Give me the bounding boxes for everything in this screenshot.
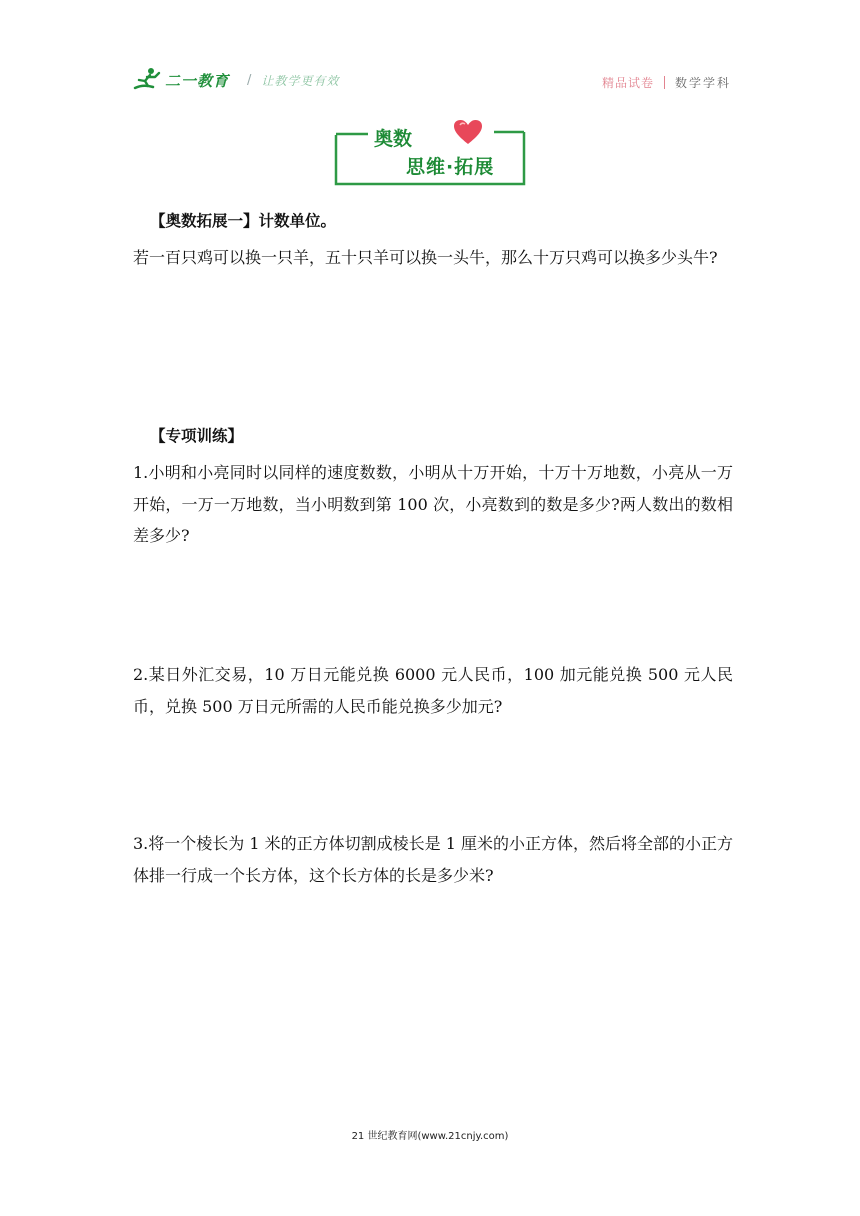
training-title: 【专项训练】 bbox=[150, 427, 244, 445]
tag-divider bbox=[664, 76, 665, 89]
quality-tag: 精品试卷 bbox=[601, 76, 654, 90]
runner-icon bbox=[133, 66, 163, 94]
slogan: 让教学更有效 bbox=[261, 73, 340, 88]
page-footer: 21 世纪教育网(www.21cnjy.com) bbox=[351, 1131, 509, 1142]
training-question-2: 2.某日外汇交易，10 万日元能兑换 6000 元人民币，100 加元能兑换 500 元人民币，兑换 500 万日元所需的人民币能兑换多少加元? bbox=[133, 665, 733, 716]
header-tags bbox=[602, 74, 731, 91]
logo-text: 二一教育 bbox=[165, 71, 230, 90]
page-header bbox=[133, 62, 731, 102]
extension-title: 【奥数拓展一】计数单位。 bbox=[150, 212, 337, 230]
training-question-3: 3.将一个棱长为 1 米的正方体切割成棱长是 1 厘米的小正方体，然后将全部的小正方体排一行成一个长方体，这个长方体的长是多少米? bbox=[133, 834, 733, 885]
extension-question: 若一百只鸡可以换一只羊，五十只羊可以换一头牛，那么十万只鸡可以换多少头牛? bbox=[133, 248, 718, 267]
olympiad-banner bbox=[334, 110, 526, 186]
banner-title-line1: 奥数 bbox=[374, 128, 413, 150]
subject-tag: 数学学科 bbox=[674, 76, 731, 90]
logo bbox=[133, 66, 339, 94]
heart-icon bbox=[452, 118, 484, 146]
slogan-separator: / bbox=[247, 72, 252, 88]
training-question-1: 1.小明和小亮同时以同样的速度数数，小明从十万开始，十万十万地数，小亮从一万开始，一万一万地数，当小明数到第 100 次，小亮数到的数是多少?两人数出的数相差多少? bbox=[133, 463, 733, 545]
banner-title-line2: 思维·拓展 bbox=[406, 156, 495, 178]
